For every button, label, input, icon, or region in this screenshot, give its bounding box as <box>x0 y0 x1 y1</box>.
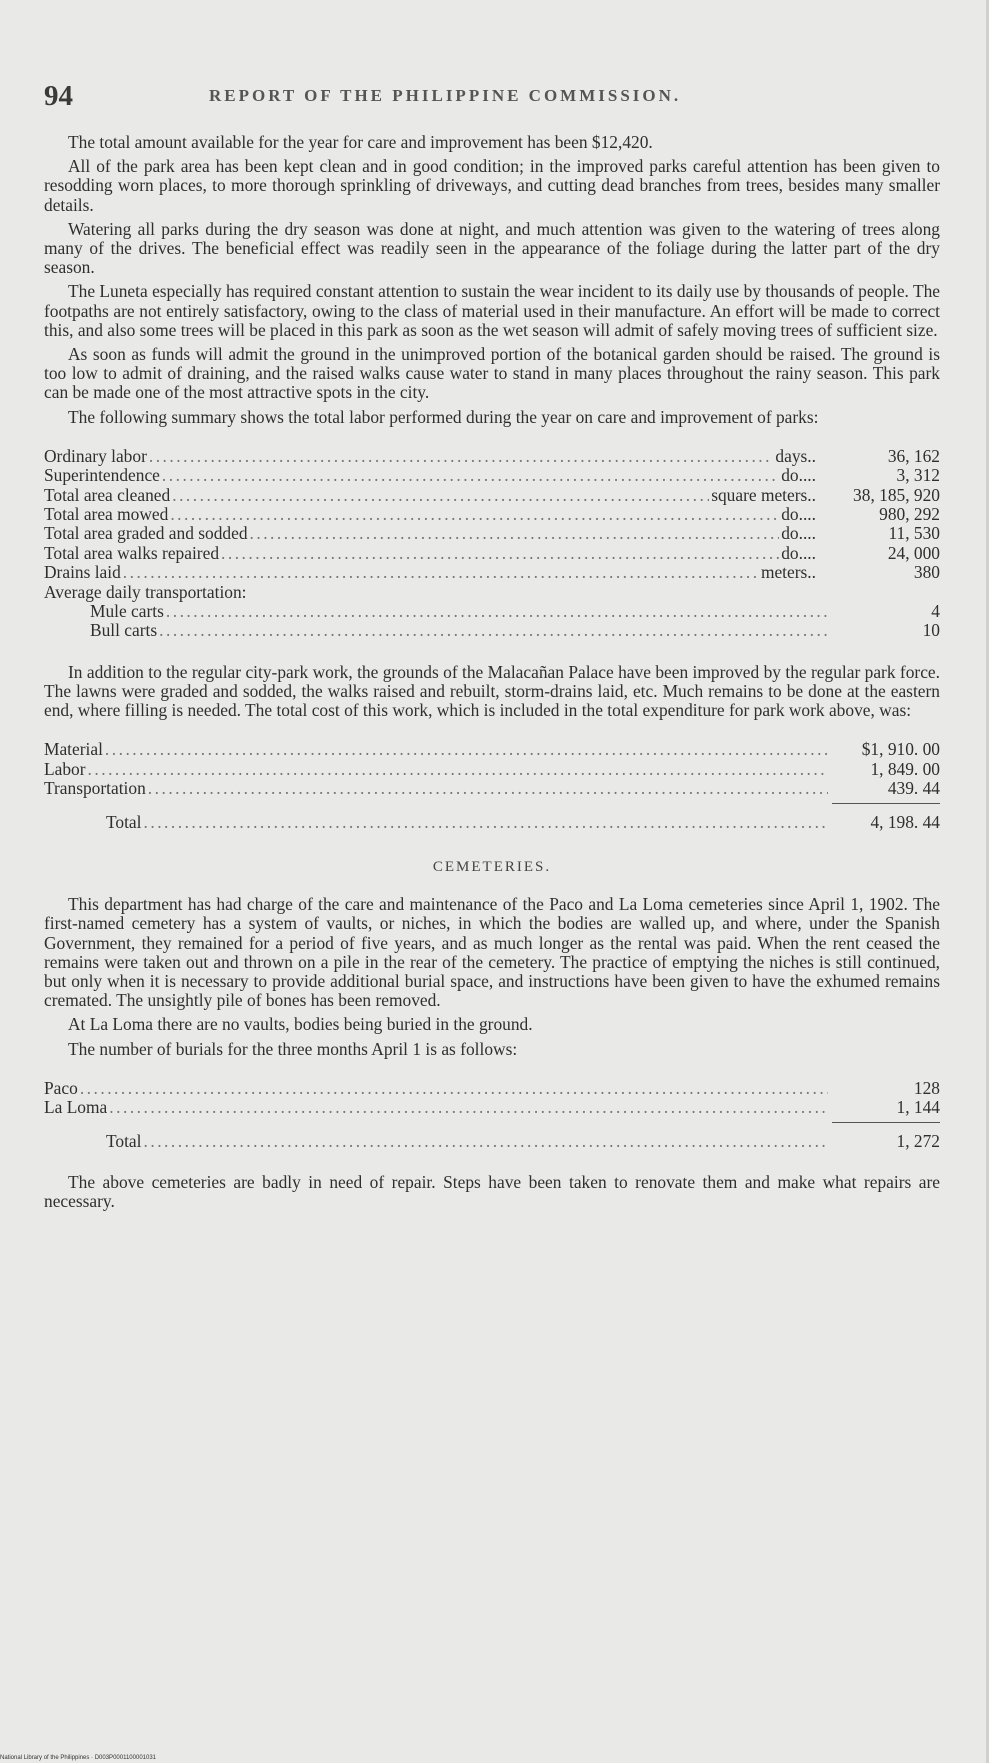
table-row <box>44 486 940 505</box>
paragraph: As soon as funds will admit the ground in the unimproved portion of the botanical garden should be raised. The ground is too low to admit of draining, and the raised walks cause water to stand in many places throughout the rainy season. This park can be made one of the most attractive spots in the city. <box>44 344 940 403</box>
row-unit: days.. <box>775 445 816 466</box>
row-value: 10 <box>922 620 940 641</box>
row-unit: do.... <box>781 465 816 486</box>
row-unit: square meters.. <box>711 484 816 505</box>
row-label: Ordinary labor <box>44 445 147 466</box>
table-row <box>44 544 940 563</box>
leader-dots <box>109 1098 828 1117</box>
paragraph: At La Loma there are no vaults, bodies being buried in the ground. <box>68 1014 533 1035</box>
table-row <box>44 447 940 466</box>
leader-dots <box>159 621 828 640</box>
page-body <box>44 133 940 1216</box>
row-label: Paco <box>44 1077 78 1098</box>
total-row <box>44 1132 940 1151</box>
row-unit: do.... <box>781 523 816 544</box>
leader-dots <box>149 447 774 466</box>
row-value: 380 <box>913 562 940 583</box>
row-label: Material <box>44 739 103 760</box>
leader-dots <box>105 740 828 759</box>
total-label: Total <box>106 811 142 832</box>
paragraph: This department has had charge of the care and maintenance of the Paco and La Loma cemeteries since April 1, 1902. The first-named cemetery has a system of vaults, or niches, in which the bodies are walled up, and where, under the Spanish Government, they remained for a period of five years, and as much longer as the rental was paid. When the rent ceased the remains were taken out and thrown on a pile in the rear of the cemetery. The practice of emptying the niches is still continued, but only when it is necessary to provide additional burial space, and instructions have been given to have the exhumed remains cremated. The unsightly pile of bones has been removed. <box>44 894 940 1011</box>
section-heading: CEMETERIES. <box>432 858 552 875</box>
row-value: 128 <box>913 1077 940 1098</box>
page-header <box>44 80 945 110</box>
row-label: Bull carts <box>90 620 158 641</box>
row-value: 1, 849. 00 <box>870 758 940 779</box>
paragraph: The above cemeteries are badly in need of repair. Steps have been taken to renovate them and make what repairs are necessary. <box>44 1171 940 1212</box>
row-label: Total area cleaned <box>44 484 171 505</box>
total-label: Total <box>106 1130 142 1151</box>
rule-line <box>832 1122 940 1123</box>
paragraph: The Luneta especially has required constant attention to sustain the wear incident to its daily use by thousands of people. The footpaths are not entirely satisfactory, owing to the class of material used in their manufacture. An effort will be made to correct this, and also some trees will be placed in this park as soon as the wet season will admit of safely moving trees of sufficient size. <box>44 281 940 340</box>
row-label: Total area walks repaired <box>44 542 220 563</box>
row-label: Mule carts <box>90 600 164 621</box>
total-value: 1, 272 <box>896 1130 940 1151</box>
paragraph: The total amount available for the year for care and improvement has been $12,420. <box>68 132 653 152</box>
table-row <box>44 1079 940 1098</box>
leader-dots <box>144 813 829 832</box>
leader-dots <box>88 760 828 779</box>
row-value: 11, 530 <box>888 523 940 544</box>
labor-summary-table <box>44 447 940 641</box>
row-label: Total area graded and sodded <box>44 523 248 544</box>
table-row <box>44 524 940 543</box>
rule-line <box>832 803 940 804</box>
table-row <box>44 779 940 798</box>
leader-dots <box>250 524 780 543</box>
row-unit: do.... <box>781 504 816 525</box>
table-row <box>44 602 940 621</box>
row-unit: meters.. <box>760 562 816 583</box>
row-unit: do.... <box>781 542 816 563</box>
leader-dots <box>80 1079 828 1098</box>
leader-dots <box>221 544 779 563</box>
table-row <box>44 1098 940 1117</box>
palace-cost-table <box>44 740 940 832</box>
leader-dots <box>123 563 759 582</box>
leader-dots <box>148 779 828 798</box>
paragraph: The following summary shows the total labor performed during the year on care and improvement of parks: <box>68 406 819 427</box>
row-value: 38, 185, 920 <box>853 484 940 505</box>
footer-credit: National Library of the Philippines · D003P0001100001031 <box>0 1755 156 1761</box>
leader-dots <box>172 486 709 505</box>
leader-dots <box>166 602 828 621</box>
sum-rule <box>44 1118 940 1126</box>
row-label: La Loma <box>44 1097 108 1118</box>
paragraph: The number of burials for the three months April 1 is as follows: <box>68 1038 518 1059</box>
leader-dots <box>162 466 779 485</box>
row-value: 36, 162 <box>887 445 940 466</box>
table-row <box>44 563 940 582</box>
row-value: $1, 910. 00 <box>861 739 940 760</box>
paragraph: All of the park area has been kept clean and in good condition; in the improved parks careful attention has been given to resodding worn places, to more thorough sprinkling of driveways, and cutting dead branches from trees, besides many smaller details. <box>44 156 940 215</box>
table-row <box>44 505 940 524</box>
row-value: 1, 144 <box>896 1097 940 1118</box>
table-row <box>44 760 940 779</box>
paragraph: Watering all parks during the dry season was done at night, and much attention was given to the watering of trees along many of the drives. The beneficial effect was readily seen in the appearance of the foliage during the latter part of the dry season. <box>44 218 940 278</box>
paragraph: In addition to the regular city-park work, the grounds of the Malacañan Palace have been improved by the regular park force. The lawns were graded and sodded, the walks raised and rebuilt, storm-drains laid, etc. Much remains to be done at the eastern end, where filling is needed. The total cost of this work, which is included in the total expenditure for park work above, was: <box>44 661 940 721</box>
row-value: 4 <box>931 600 940 621</box>
row-label: Labor <box>44 758 86 779</box>
table-row <box>44 740 940 759</box>
row-label: Drains laid <box>44 562 121 583</box>
table-row <box>44 621 940 640</box>
row-value: 439. 44 <box>887 778 940 799</box>
total-row <box>44 813 940 832</box>
transport-heading: Average daily transportation: <box>44 581 247 602</box>
row-value: 980, 292 <box>879 504 940 525</box>
leader-dots <box>144 1132 829 1151</box>
page-number: 94 <box>44 80 73 112</box>
running-title: REPORT OF THE PHILIPPINE COMMISSION. <box>209 86 682 105</box>
leader-dots <box>170 505 779 524</box>
burials-table <box>44 1079 940 1151</box>
row-value: 3, 312 <box>896 465 940 486</box>
total-value: 4, 198. 44 <box>870 811 940 832</box>
row-value: 24, 000 <box>887 542 940 563</box>
row-label: Superintendence <box>44 465 160 486</box>
sum-rule <box>44 799 940 807</box>
row-label: Transportation <box>44 778 146 799</box>
table-row <box>44 466 940 485</box>
row-label: Total area mowed <box>44 504 169 525</box>
